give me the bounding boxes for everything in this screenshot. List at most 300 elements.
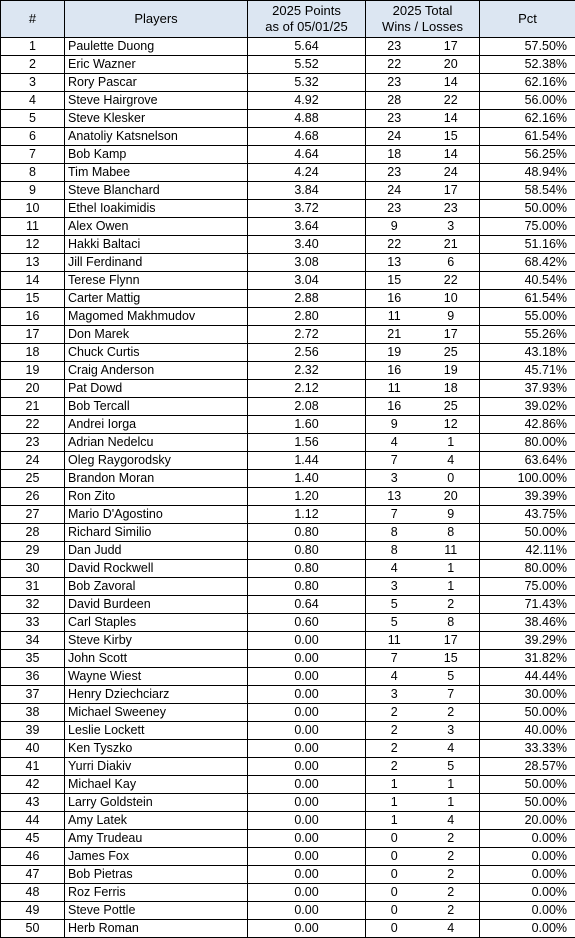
header-points-line1: 2025 Points [272,3,341,18]
table-row [1,812,575,830]
table-row [1,776,575,794]
rank-cell: 14 [1,272,65,290]
pct-cell: 56.25% [480,146,575,164]
wins-cell: 9 [366,218,423,236]
points-cell: 1.20 [248,488,366,506]
points-cell: 3.04 [248,272,366,290]
rank-cell: 17 [1,326,65,344]
rank-cell: 9 [1,182,65,200]
table-header [1,1,575,38]
points-cell: 0.00 [248,920,366,938]
player-name-cell: John Scott [65,650,248,668]
points-cell: 5.64 [248,38,366,56]
losses-cell: 22 [423,92,480,110]
header-row [1,1,575,38]
pct-cell: 55.26% [480,326,575,344]
wins-cell: 1 [366,776,423,794]
table-row [1,416,575,434]
wins-cell: 7 [366,452,423,470]
points-cell: 1.40 [248,470,366,488]
table-row [1,524,575,542]
table-body [1,38,575,938]
wins-cell: 18 [366,146,423,164]
header-rank: # [1,1,65,38]
losses-cell: 25 [423,344,480,362]
player-name-cell: Amy Latek [65,812,248,830]
losses-cell: 5 [423,668,480,686]
player-name-cell: Don Marek [65,326,248,344]
wins-cell: 23 [366,110,423,128]
rank-cell: 15 [1,290,65,308]
points-cell: 0.00 [248,794,366,812]
header-pct: Pct [480,1,575,38]
rank-cell: 40 [1,740,65,758]
table-row [1,596,575,614]
rank-cell: 23 [1,434,65,452]
points-cell: 0.00 [248,740,366,758]
table-row [1,434,575,452]
rank-cell: 44 [1,812,65,830]
pct-cell: 20.00% [480,812,575,830]
points-cell: 0.00 [248,650,366,668]
wins-cell: 21 [366,326,423,344]
wins-cell: 23 [366,38,423,56]
wins-cell: 16 [366,362,423,380]
losses-cell: 19 [423,362,480,380]
player-name-cell: Dan Judd [65,542,248,560]
pct-cell: 55.00% [480,308,575,326]
table-row [1,182,575,200]
wins-cell: 23 [366,164,423,182]
points-cell: 0.00 [248,704,366,722]
losses-cell: 9 [423,506,480,524]
table-row [1,794,575,812]
player-name-cell: Herb Roman [65,920,248,938]
points-cell: 0.00 [248,668,366,686]
table-row [1,470,575,488]
table-row [1,830,575,848]
pct-cell: 39.29% [480,632,575,650]
table-row [1,740,575,758]
points-cell: 0.00 [248,830,366,848]
points-cell: 1.44 [248,452,366,470]
rank-cell: 21 [1,398,65,416]
pct-cell: 45.71% [480,362,575,380]
points-cell: 4.92 [248,92,366,110]
losses-cell: 0 [423,470,480,488]
player-name-cell: Oleg Raygorodsky [65,452,248,470]
losses-cell: 3 [423,218,480,236]
wins-cell: 23 [366,200,423,218]
points-cell: 0.00 [248,848,366,866]
points-cell: 4.68 [248,128,366,146]
player-name-cell: Brandon Moran [65,470,248,488]
pct-cell: 40.00% [480,722,575,740]
pct-cell: 28.57% [480,758,575,776]
wins-cell: 0 [366,902,423,920]
player-name-cell: James Fox [65,848,248,866]
table-row [1,200,575,218]
points-cell: 0.80 [248,578,366,596]
rank-cell: 1 [1,38,65,56]
losses-cell: 20 [423,56,480,74]
player-name-cell: Carter Mattig [65,290,248,308]
points-cell: 4.88 [248,110,366,128]
player-name-cell: Steve Klesker [65,110,248,128]
table-row [1,866,575,884]
losses-cell: 5 [423,758,480,776]
pct-cell: 50.00% [480,776,575,794]
losses-cell: 14 [423,110,480,128]
wins-cell: 0 [366,866,423,884]
losses-cell: 11 [423,542,480,560]
pct-cell: 62.16% [480,110,575,128]
losses-cell: 17 [423,326,480,344]
losses-cell: 6 [423,254,480,272]
points-cell: 2.72 [248,326,366,344]
wins-cell: 28 [366,92,423,110]
losses-cell: 1 [423,560,480,578]
table-row [1,398,575,416]
points-cell: 0.64 [248,596,366,614]
pct-cell: 57.50% [480,38,575,56]
player-name-cell: Andrei Iorga [65,416,248,434]
losses-cell: 2 [423,848,480,866]
points-cell: 2.12 [248,380,366,398]
pct-cell: 31.82% [480,650,575,668]
losses-cell: 18 [423,380,480,398]
pct-cell: 100.00% [480,470,575,488]
points-cell: 0.80 [248,524,366,542]
rank-cell: 46 [1,848,65,866]
rank-cell: 18 [1,344,65,362]
player-name-cell: Adrian Nedelcu [65,434,248,452]
wins-cell: 3 [366,578,423,596]
rank-cell: 13 [1,254,65,272]
header-points-line2: as of 05/01/25 [265,19,348,34]
player-name-cell: Jill Ferdinand [65,254,248,272]
pct-cell: 0.00% [480,848,575,866]
wins-cell: 22 [366,236,423,254]
table-row [1,110,575,128]
points-cell: 0.80 [248,542,366,560]
table-row [1,902,575,920]
player-name-cell: Richard Similio [65,524,248,542]
losses-cell: 4 [423,812,480,830]
player-name-cell: Pat Dowd [65,380,248,398]
rank-cell: 30 [1,560,65,578]
table-row [1,758,575,776]
losses-cell: 7 [423,686,480,704]
losses-cell: 8 [423,614,480,632]
player-name-cell: Tim Mabee [65,164,248,182]
player-name-cell: Ron Zito [65,488,248,506]
wins-cell: 11 [366,380,423,398]
header-record [366,1,480,38]
header-points [248,1,366,38]
wins-cell: 4 [366,668,423,686]
pct-cell: 38.46% [480,614,575,632]
losses-cell: 25 [423,398,480,416]
wins-cell: 24 [366,182,423,200]
pct-cell: 50.00% [480,794,575,812]
points-cell: 0.00 [248,686,366,704]
points-cell: 4.64 [248,146,366,164]
wins-cell: 19 [366,344,423,362]
player-name-cell: Craig Anderson [65,362,248,380]
pct-cell: 61.54% [480,128,575,146]
rank-cell: 8 [1,164,65,182]
wins-cell: 8 [366,524,423,542]
wins-cell: 9 [366,416,423,434]
table-row [1,236,575,254]
wins-cell: 15 [366,272,423,290]
player-name-cell: Bob Tercall [65,398,248,416]
pct-cell: 61.54% [480,290,575,308]
pct-cell: 62.16% [480,74,575,92]
losses-cell: 15 [423,128,480,146]
pct-cell: 39.39% [480,488,575,506]
player-name-cell: Terese Flynn [65,272,248,290]
rank-cell: 34 [1,632,65,650]
points-cell: 2.08 [248,398,366,416]
rank-cell: 7 [1,146,65,164]
losses-cell: 2 [423,596,480,614]
losses-cell: 17 [423,632,480,650]
points-cell: 1.12 [248,506,366,524]
losses-cell: 2 [423,866,480,884]
rank-cell: 20 [1,380,65,398]
wins-cell: 0 [366,920,423,938]
player-name-cell: Bob Kamp [65,146,248,164]
losses-cell: 4 [423,920,480,938]
points-cell: 0.00 [248,902,366,920]
player-name-cell: Steve Hairgrove [65,92,248,110]
rank-cell: 28 [1,524,65,542]
points-cell: 5.32 [248,74,366,92]
wins-cell: 11 [366,308,423,326]
player-name-cell: Carl Staples [65,614,248,632]
rank-cell: 47 [1,866,65,884]
losses-cell: 4 [423,452,480,470]
player-name-cell: Mario D'Agostino [65,506,248,524]
points-cell: 0.60 [248,614,366,632]
player-name-cell: Roz Ferris [65,884,248,902]
points-cell: 0.00 [248,776,366,794]
wins-cell: 0 [366,884,423,902]
wins-cell: 3 [366,686,423,704]
rank-cell: 5 [1,110,65,128]
rank-cell: 43 [1,794,65,812]
pct-cell: 33.33% [480,740,575,758]
points-cell: 4.24 [248,164,366,182]
points-cell: 2.56 [248,344,366,362]
table-row [1,614,575,632]
losses-cell: 15 [423,650,480,668]
table-row [1,290,575,308]
wins-cell: 8 [366,542,423,560]
table-row [1,848,575,866]
wins-cell: 2 [366,758,423,776]
losses-cell: 3 [423,722,480,740]
wins-cell: 4 [366,560,423,578]
table-row [1,218,575,236]
rank-cell: 48 [1,884,65,902]
table-row [1,686,575,704]
table-row [1,272,575,290]
rank-cell: 26 [1,488,65,506]
player-name-cell: Steve Pottle [65,902,248,920]
wins-cell: 13 [366,254,423,272]
player-name-cell: Ethel Ioakimidis [65,200,248,218]
losses-cell: 8 [423,524,480,542]
pct-cell: 63.64% [480,452,575,470]
table-row [1,146,575,164]
player-name-cell: Amy Trudeau [65,830,248,848]
losses-cell: 1 [423,776,480,794]
pct-cell: 50.00% [480,704,575,722]
losses-cell: 2 [423,902,480,920]
pct-cell: 68.42% [480,254,575,272]
pct-cell: 75.00% [480,578,575,596]
player-name-cell: Chuck Curtis [65,344,248,362]
rank-cell: 22 [1,416,65,434]
losses-cell: 4 [423,740,480,758]
losses-cell: 9 [423,308,480,326]
table-row [1,74,575,92]
wins-cell: 23 [366,74,423,92]
losses-cell: 20 [423,488,480,506]
pct-cell: 0.00% [480,830,575,848]
table-row [1,326,575,344]
rank-cell: 24 [1,452,65,470]
pct-cell: 43.18% [480,344,575,362]
pct-cell: 50.00% [480,200,575,218]
player-name-cell: Rory Pascar [65,74,248,92]
wins-cell: 0 [366,830,423,848]
rank-cell: 32 [1,596,65,614]
pct-cell: 58.54% [480,182,575,200]
pct-cell: 51.16% [480,236,575,254]
wins-cell: 16 [366,290,423,308]
player-name-cell: Magomed Makhmudov [65,308,248,326]
losses-cell: 21 [423,236,480,254]
pct-cell: 0.00% [480,884,575,902]
rank-cell: 37 [1,686,65,704]
pct-cell: 52.38% [480,56,575,74]
points-cell: 3.64 [248,218,366,236]
player-name-cell: Anatoliy Katsnelson [65,128,248,146]
wins-cell: 0 [366,848,423,866]
table-row [1,452,575,470]
player-name-cell: David Rockwell [65,560,248,578]
wins-cell: 13 [366,488,423,506]
table-row [1,542,575,560]
rank-cell: 42 [1,776,65,794]
table-row [1,254,575,272]
points-cell: 0.00 [248,632,366,650]
pct-cell: 0.00% [480,902,575,920]
table-row [1,920,575,938]
pct-cell: 39.02% [480,398,575,416]
table-row [1,164,575,182]
losses-cell: 14 [423,146,480,164]
points-cell: 5.52 [248,56,366,74]
pct-cell: 48.94% [480,164,575,182]
rank-cell: 10 [1,200,65,218]
wins-cell: 24 [366,128,423,146]
table-row [1,308,575,326]
rank-cell: 29 [1,542,65,560]
points-cell: 1.60 [248,416,366,434]
wins-cell: 2 [366,740,423,758]
wins-cell: 7 [366,650,423,668]
pct-cell: 44.44% [480,668,575,686]
rank-cell: 41 [1,758,65,776]
losses-cell: 10 [423,290,480,308]
pct-cell: 80.00% [480,560,575,578]
points-cell: 0.00 [248,884,366,902]
pct-cell: 42.11% [480,542,575,560]
player-name-cell: Michael Kay [65,776,248,794]
player-name-cell: Michael Sweeney [65,704,248,722]
pct-cell: 75.00% [480,218,575,236]
rank-cell: 39 [1,722,65,740]
rank-cell: 25 [1,470,65,488]
losses-cell: 2 [423,884,480,902]
points-cell: 0.80 [248,560,366,578]
wins-cell: 11 [366,632,423,650]
table-row [1,560,575,578]
wins-cell: 2 [366,704,423,722]
player-name-cell: Steve Blanchard [65,182,248,200]
pct-cell: 37.93% [480,380,575,398]
rank-cell: 16 [1,308,65,326]
table-row [1,578,575,596]
table-row [1,884,575,902]
player-name-cell: Bob Zavoral [65,578,248,596]
wins-cell: 22 [366,56,423,74]
pct-cell: 0.00% [480,866,575,884]
rank-cell: 50 [1,920,65,938]
wins-cell: 1 [366,812,423,830]
losses-cell: 2 [423,830,480,848]
wins-cell: 5 [366,614,423,632]
wins-cell: 7 [366,506,423,524]
wins-cell: 16 [366,398,423,416]
points-cell: 2.88 [248,290,366,308]
player-name-cell: Ken Tyszko [65,740,248,758]
rank-cell: 6 [1,128,65,146]
points-cell: 3.40 [248,236,366,254]
table-row [1,650,575,668]
losses-cell: 1 [423,434,480,452]
table-row [1,668,575,686]
points-cell: 2.80 [248,308,366,326]
losses-cell: 17 [423,38,480,56]
pct-cell: 56.00% [480,92,575,110]
player-name-cell: Henry Dziechciarz [65,686,248,704]
pct-cell: 0.00% [480,920,575,938]
rank-cell: 2 [1,56,65,74]
losses-cell: 22 [423,272,480,290]
player-name-cell: Larry Goldstein [65,794,248,812]
losses-cell: 2 [423,704,480,722]
pct-cell: 40.54% [480,272,575,290]
rank-cell: 4 [1,92,65,110]
player-name-cell: David Burdeen [65,596,248,614]
player-name-cell: Wayne Wiest [65,668,248,686]
